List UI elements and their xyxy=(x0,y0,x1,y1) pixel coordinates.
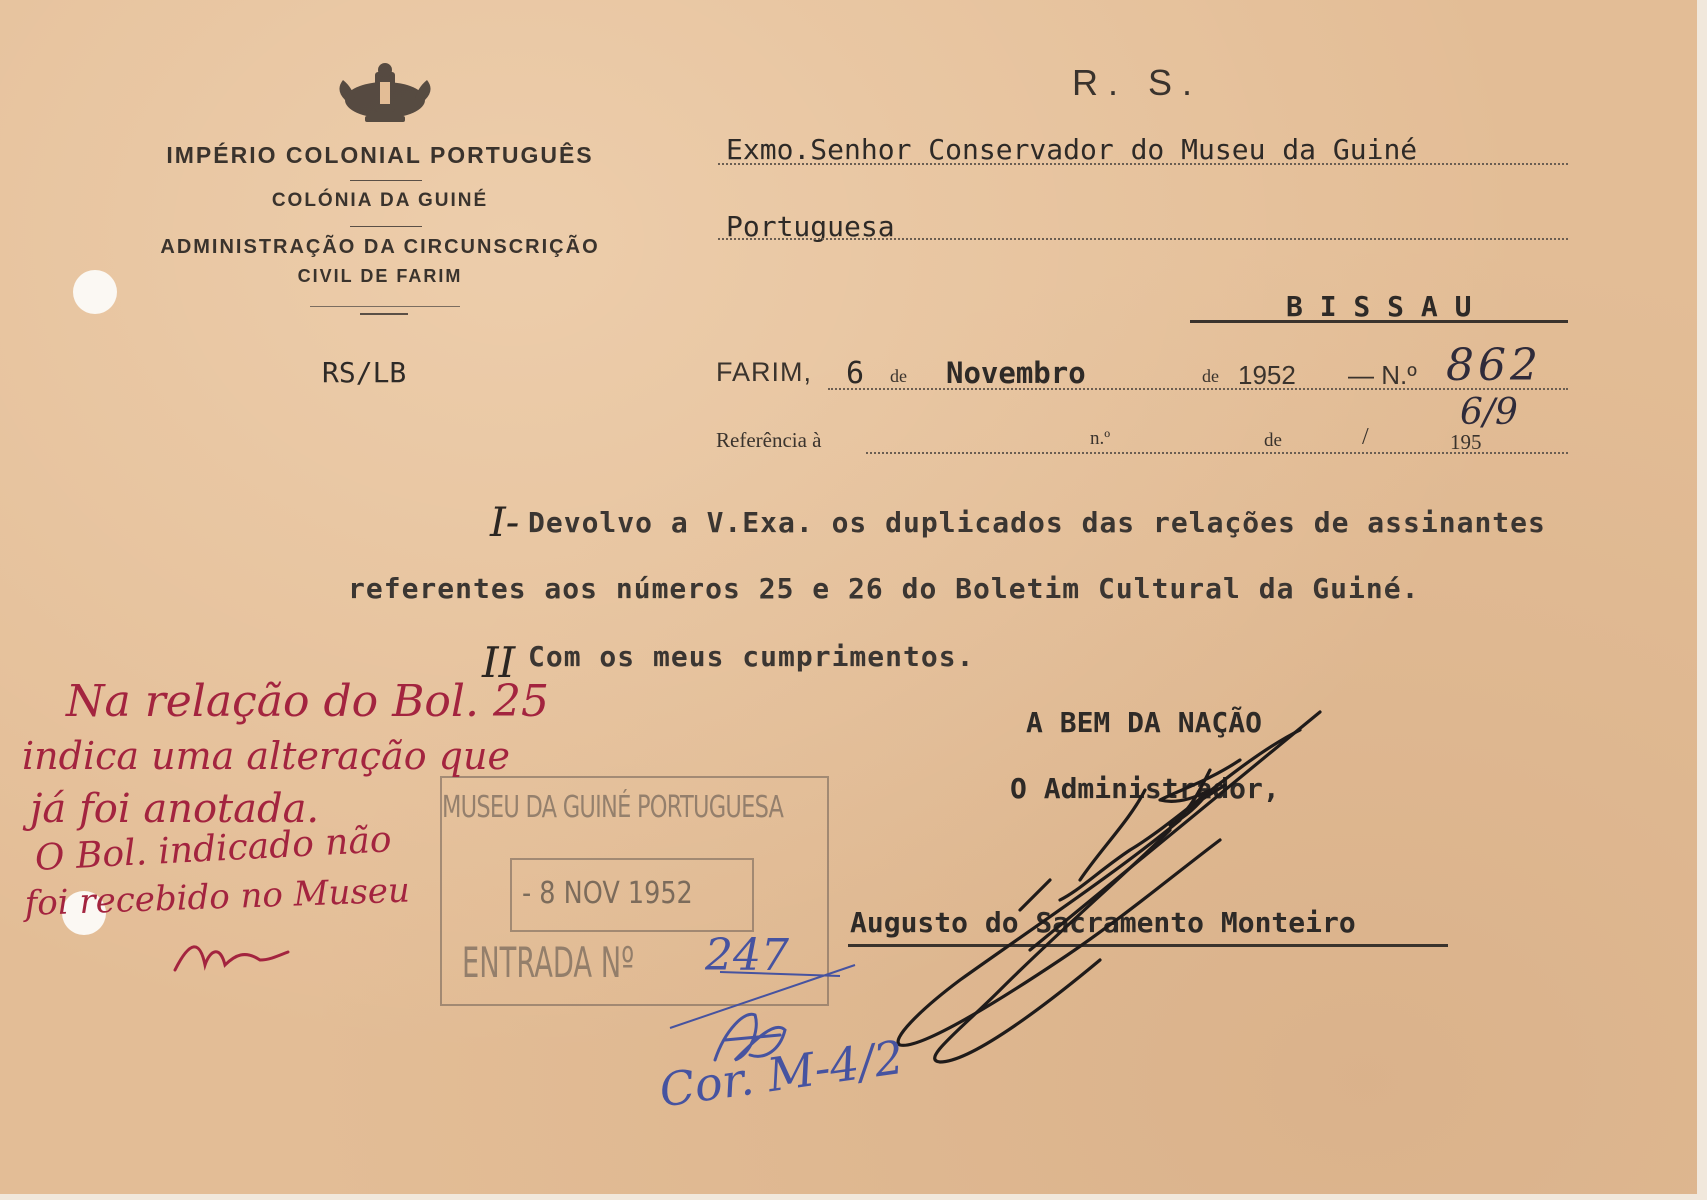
dateline-de-1: de xyxy=(890,366,907,386)
addressee-dots-2 xyxy=(718,238,1568,240)
paragraph-1-mark: I- xyxy=(490,500,520,546)
reference-slash: / xyxy=(1362,424,1369,450)
header-mark: R. S. xyxy=(1072,62,1203,103)
closing-name: Augusto do Sacramento Monteiro xyxy=(850,906,1356,939)
dateline-number-label: — N.º xyxy=(1348,360,1417,390)
letterhead-rule-2 xyxy=(350,226,422,227)
reference-label: Referência à xyxy=(716,428,822,452)
paper-edge-right xyxy=(1697,0,1707,1200)
addressee-line-2: Portuguesa xyxy=(726,210,895,243)
paragraph-1-line-2: referentes aos números 25 e 26 do Boletim Cultural da Guiné. xyxy=(348,572,1420,605)
reference-no-label: n.º xyxy=(1090,428,1111,449)
stamp-entry-number: 247 xyxy=(705,930,789,981)
letterhead-administration: ADMINISTRAÇÃO DA CIRCUNSCRIÇÃO xyxy=(160,236,600,258)
paragraph-1-line-1: Devolvo a V.Exa. os duplicados das relações de assinantes xyxy=(528,506,1546,539)
blue-note-line-1: Cor. M-4/2 xyxy=(656,1029,907,1118)
paragraph-2-mark: II xyxy=(482,638,516,687)
addressee-line-1: Exmo.Senhor Conservador do Museu da Guiné xyxy=(726,133,1418,166)
letterhead-rule-1 xyxy=(350,180,422,181)
closing-motto: A BEM DA NAÇÃO xyxy=(1026,706,1263,739)
red-note-line-5: foi recebido no Museu xyxy=(24,870,411,924)
red-initials xyxy=(170,930,290,980)
addressee-dots-1 xyxy=(718,163,1568,165)
dateline-place: FARIM, xyxy=(716,357,813,387)
closing-title: O Administrador, xyxy=(1010,772,1280,805)
reference-dots xyxy=(866,452,1568,454)
stamp-museum-name: MUSEU DA GUINÉ PORTUGUESA xyxy=(442,790,784,825)
red-note-line-1: Na relação do Bol. 25 xyxy=(66,676,549,727)
paragraph-2-text: Com os meus cumprimentos. xyxy=(528,640,975,673)
paper-edge-bottom xyxy=(0,1194,1707,1200)
reference-de-label: de xyxy=(1264,430,1282,451)
stamp-date: - 8 NOV 1952 xyxy=(522,876,693,911)
letterhead-district: CIVIL DE FARIM xyxy=(297,266,463,286)
dateline-number: 862 xyxy=(1446,340,1542,391)
red-note-line-2: indica uma alteração que xyxy=(22,734,510,778)
stamp-entry-label: ENTRADA Nº xyxy=(462,938,635,987)
administrator-signature xyxy=(880,700,1350,1070)
dateline-day: 6 xyxy=(846,356,865,391)
addressee-city-underline xyxy=(1190,320,1568,323)
red-note-line-3: já foi anotada. xyxy=(30,786,320,832)
letterhead-colony: COLÓNIA DA GUINÉ xyxy=(271,190,489,211)
red-note-line-4: O Bol. indicado não xyxy=(34,819,393,879)
addressee-city: B I S S A U xyxy=(1286,290,1472,323)
letterhead-rule-4 xyxy=(360,313,408,315)
reference-handwritten-date: 6/9 xyxy=(1460,392,1518,433)
reference-year-prefix: 195 xyxy=(1450,430,1482,454)
dateline-year: 1952 xyxy=(1238,360,1296,390)
letterhead-empire: IMPÉRIO COLONIAL PORTUGUÊS xyxy=(166,142,594,168)
reference-code: RS/LB xyxy=(322,356,407,389)
dateline-month: Novembro xyxy=(946,356,1086,390)
dateline-dots xyxy=(828,388,1568,390)
dateline-de-2: de xyxy=(1202,366,1219,386)
letterhead-rule-3 xyxy=(310,306,460,307)
coat-of-arms-icon xyxy=(335,60,435,135)
